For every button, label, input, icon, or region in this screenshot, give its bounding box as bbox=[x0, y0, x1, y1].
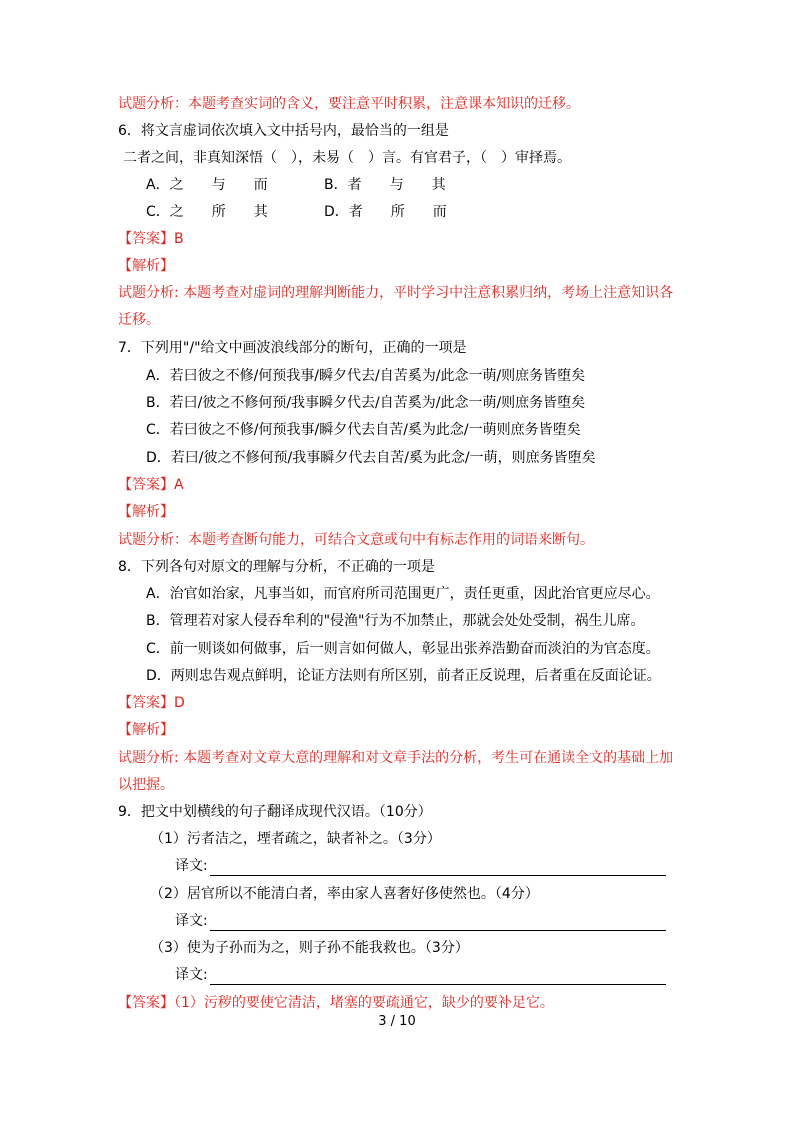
analysis-text: 试题分析：本题考查断句能力，可结合文意或句中有标志作用的词语来断句。 bbox=[118, 532, 594, 548]
question-9-sub-3: （3）使为子孙而为之，则子孙不能我救也。（3分） bbox=[150, 940, 469, 956]
question-9: 9．把文中划横线的句子翻译成现代汉语。（10分） bbox=[118, 804, 432, 820]
option-b: B．管理若对家人侵吞牟利的"侵渔"行为不加禁止，那就会处处受制，祸生儿席。 bbox=[146, 613, 645, 629]
option-c: C．之 所 其 bbox=[146, 204, 268, 220]
option-a: A．治官如治家，凡事当如，而官府所司范围更广，责任更重，因此治官更应尽心。 bbox=[146, 586, 660, 602]
page-number: 3 / 10 bbox=[378, 1014, 416, 1029]
answer-text: （1）污秽的要使它清洁，堵塞的要疏通它，缺少的要补足它。 bbox=[174, 995, 554, 1011]
translation-label: 译文: bbox=[175, 967, 208, 983]
analysis-text: 试题分析: 本题考查对虚词的理解判断能力，平时学习中注意积累归纳，考场上注意知识各 bbox=[118, 285, 674, 301]
analysis-text: 以把握。 bbox=[118, 777, 174, 793]
question-9-sub-1: （1）污者洁之，堙者疏之，缺者补之。（3分） bbox=[150, 831, 441, 847]
answer-9 bbox=[118, 993, 678, 1013]
question-9-sub-2: （2）居官所以不能清白者，率由家人喜奢好侈使然也。（4分） bbox=[150, 886, 539, 902]
translation-blank bbox=[210, 914, 666, 931]
translation-blank bbox=[210, 859, 666, 876]
question-8: 8．下列各句对原文的理解与分析，不正确的一项是 bbox=[118, 559, 435, 575]
translation-field-1 bbox=[175, 856, 735, 876]
answer-label: 【答案】B bbox=[118, 231, 184, 247]
option-d: D．两则忠告观点鲜明，论证方法则有所区别，前者正反说理，后者重在反面论证。 bbox=[146, 668, 661, 684]
option-a: A．若曰彼之不修/何预我事/瞬夕代去/自苦奚为/此念一萌/则庶务皆堕矣 bbox=[146, 368, 586, 384]
analysis-text: 试题分析：本题考查实词的含义，要注意平时积累，注意课本知识的迁移。 bbox=[118, 96, 580, 112]
question-6: 6．将文言虚词依次填入文中括号内，最恰当的一组是 bbox=[118, 123, 449, 139]
option-c: C．前一则谈如何做事，后一则言如何做人，彰显出张养浩勤奋而淡泊的为官态度。 bbox=[146, 641, 660, 657]
question-6-options-cd bbox=[146, 202, 706, 222]
answer-label: 【答案】A bbox=[118, 477, 184, 493]
question-7: 7．下列用"/"给文中画波浪线部分的断句，正确的一项是 bbox=[118, 340, 467, 356]
translation-field-2 bbox=[175, 911, 735, 931]
translation-label: 译文: bbox=[175, 913, 208, 929]
question-6-options-ab bbox=[146, 175, 706, 195]
question-6-text: 二者之间，非真知深悟（ ），未易（ ）言。有官君子，（ ）审择焉。 bbox=[123, 150, 571, 166]
option-b: B．若曰/彼之不修何预/我事瞬夕代去/自苦奚为/此念一萌/则庶务皆堕矣 bbox=[146, 395, 586, 411]
option-b: B．者 与 其 bbox=[324, 177, 446, 193]
analysis-text: 迁移。 bbox=[118, 312, 160, 328]
analysis-text: 试题分析: 本题考查对文章大意的理解和对文章手法的分析，考生可在通读全文的基础上加 bbox=[118, 750, 674, 766]
explanation-label: 【解析】 bbox=[118, 722, 174, 738]
explanation-label: 【解析】 bbox=[118, 258, 174, 274]
option-a: A．之 与 而 bbox=[146, 177, 268, 193]
translation-field-3 bbox=[175, 965, 735, 985]
option-d: D．若曰/彼之不修何预/我事瞬夕代去自苦/奚为此念/一萌，则庶务皆堕矣 bbox=[146, 450, 596, 466]
answer-label: 【答案】 bbox=[118, 995, 174, 1011]
option-c: C．若曰彼之不修/何预我事/瞬夕代去自苦/奚为此念/一萌则庶务皆堕矣 bbox=[146, 422, 581, 438]
translation-label: 译文: bbox=[175, 858, 208, 874]
explanation-label: 【解析】 bbox=[118, 504, 174, 520]
translation-blank bbox=[210, 968, 666, 985]
option-d: D．者 所 而 bbox=[324, 204, 447, 220]
answer-label: 【答案】D bbox=[118, 695, 185, 711]
